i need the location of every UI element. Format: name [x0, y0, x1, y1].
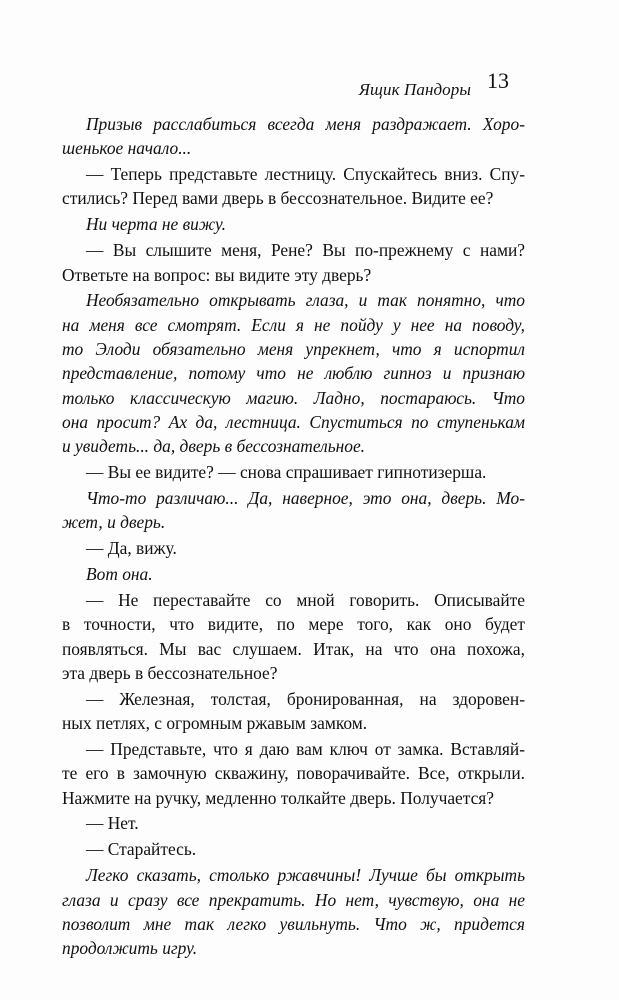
- text-line: те его в замочную скважину, поворачивайте. Все, открыли.: [62, 763, 525, 784]
- text-line: — Не переставайте со мной говорить. Описывайте: [86, 589, 525, 610]
- book-title: Ящик Пандоры: [358, 80, 471, 99]
- dialogue-paragraph: [62, 811, 525, 835]
- text-line: эта дверь в бессознательное?: [62, 662, 278, 683]
- dialogue-paragraph: [62, 238, 525, 287]
- text-line: Необязательно открывать глаза, и так понятно, что: [86, 290, 525, 311]
- text-line: шенькое начало...: [62, 138, 192, 159]
- text-line: — Железная, толстая, бронированная, на здоровен-: [86, 688, 525, 709]
- dialogue-paragraph: [62, 536, 525, 560]
- text-line: глаза и сразу все прекратить. Но нет, чувствую, она не: [62, 889, 525, 910]
- text-line: Нажмите на ручку, медленно толкайте дверь. Получается?: [62, 787, 495, 808]
- text-line: — Вы слышите меня, Рене? Вы по-прежнему с нами?: [86, 240, 525, 261]
- dialogue-paragraph: [62, 162, 525, 211]
- page-number: 13: [487, 68, 509, 93]
- text-line: — Вы ее видите? — снова спрашивает гипнотизерша.: [86, 462, 487, 483]
- text-line: Ответьте на вопрос: вы видите эту дверь?: [62, 264, 372, 285]
- text-line: Вот она.: [86, 564, 153, 585]
- text-line: продолжить игру.: [62, 938, 198, 959]
- narration-paragraph: [62, 288, 525, 458]
- text-line: Ни черта не вижу.: [86, 214, 226, 235]
- text-line: — Представьте, что я даю вам ключ от замка. Вставляй-: [86, 738, 525, 759]
- dialogue-paragraph: [62, 737, 525, 810]
- text-line: и увидеть... да, дверь в бессознательное.: [62, 436, 366, 457]
- narration-paragraph: [62, 212, 525, 236]
- text-line: представление, потому что не люблю гипноз и признаю: [62, 363, 525, 384]
- text-line: жет, и дверь.: [62, 512, 166, 533]
- text-line: только классическую магию. Ладно, постараюсь. Что: [62, 387, 525, 408]
- text-line: Что-то различаю... Да, наверное, это она, дверь. Мо-: [86, 488, 525, 509]
- text-line: — Да, вижу.: [86, 538, 177, 559]
- narration-paragraph: [62, 863, 525, 960]
- text-line: то Элоди обязательно меня упрекнет, что я испортил: [62, 339, 525, 360]
- text-line: Призыв расслабиться всегда меня раздражает. Хоро-: [86, 114, 525, 134]
- text-line: на меня все смотрят. Если я не пойду у нее на поводу,: [62, 314, 525, 335]
- dialogue-paragraph: [62, 687, 525, 736]
- dialogue-paragraph: [62, 460, 525, 484]
- narration-paragraph: [62, 112, 525, 161]
- text-line: она просит? Ах да, лестница. Спуститься по ступенькам: [62, 411, 525, 432]
- text-line: появляться. Мы вас слушаем. Итак, на что она похожа,: [62, 638, 525, 659]
- narration-paragraph: [62, 486, 525, 535]
- text-line: — Теперь представьте лестницу. Спускайтесь вниз. Спу-: [86, 164, 525, 185]
- running-head: [0, 68, 619, 100]
- text-line: позволит мне так легко увильнуть. Что ж, придется: [62, 913, 525, 934]
- narration-paragraph: [62, 562, 525, 586]
- body-text: [62, 112, 525, 962]
- text-line: Легко сказать, столько ржавчины! Лучше бы открыть: [86, 865, 525, 886]
- text-line: — Старайтесь.: [86, 839, 197, 860]
- text-line: стились? Перед вами дверь в бессознательное. Видите ее?: [62, 188, 494, 209]
- dialogue-paragraph: [62, 837, 525, 861]
- text-line: ных петлях, с огромным ржавым замком.: [62, 713, 368, 734]
- text-line: в точности, что видите, по мере того, как оно будет: [62, 614, 525, 635]
- dialogue-paragraph: [62, 588, 525, 685]
- text-line: — Нет.: [86, 813, 139, 834]
